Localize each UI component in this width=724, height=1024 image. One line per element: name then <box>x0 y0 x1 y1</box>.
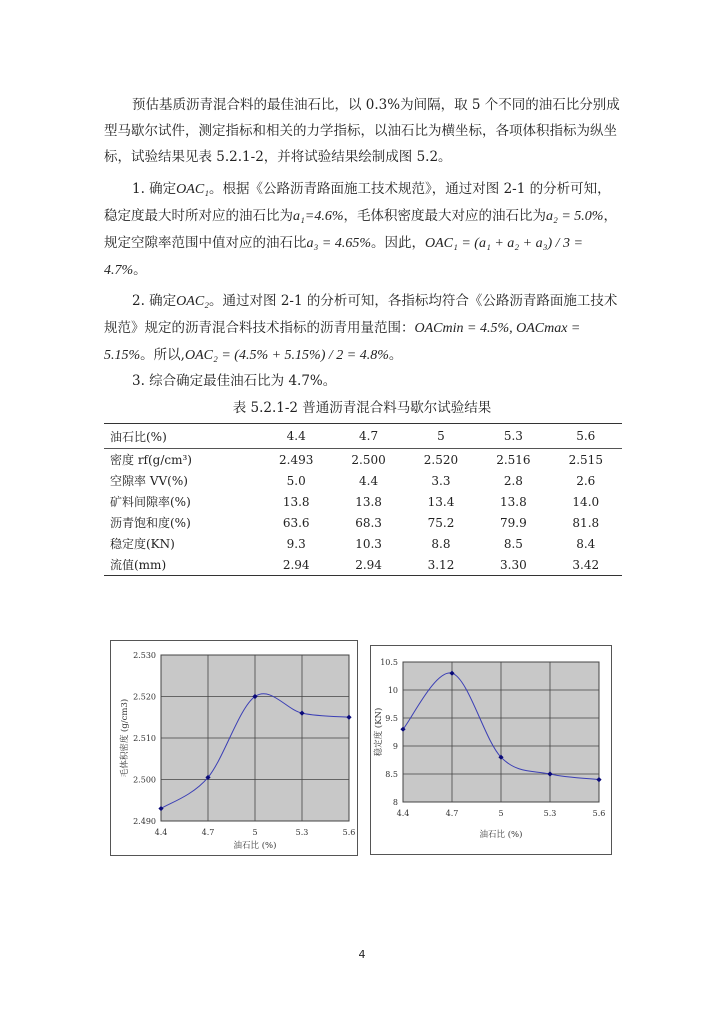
table-cell: 9.3 <box>286 536 306 551</box>
table-cell: 2.493 <box>279 452 314 467</box>
oac1-text-c: ，毛体积密度最大对应的油石比为 <box>343 208 546 224</box>
oac1-formula: OAC₁ = (a₁ + a₂ + a₃) / 3 = 4.7% <box>104 236 583 278</box>
table-cell: 79.9 <box>500 515 527 530</box>
table-cell: 8.5 <box>503 536 523 551</box>
oac2-symbol: OAC₂ <box>176 294 210 309</box>
table-cell: 13.4 <box>427 494 455 509</box>
x-tick-label: 5.3 <box>295 828 309 837</box>
table-cell: 3.42 <box>572 557 600 572</box>
x-tick-label: 5.6 <box>592 809 606 818</box>
table-cell: 3.12 <box>427 557 455 572</box>
table-cell: 2.500 <box>351 452 386 467</box>
y-tick-label: 9.5 <box>385 714 398 723</box>
table-header-cell: 5.6 <box>550 424 622 449</box>
a1-value: a₁=4.6% <box>293 209 344 224</box>
oac1-text-b: 。根据《公路沥青路面施工技术规范》，通过对图 2-1 的分析可知，稳定度最大时所对应的油石比为 <box>104 181 611 224</box>
oac-range-formula: OACmin = 4.5%, OACmax = 5.15% <box>104 321 581 363</box>
x-tick-label: 5.6 <box>342 828 356 837</box>
stability-chart <box>371 646 611 854</box>
table-cell: 沥青饱和度(%) <box>110 516 191 530</box>
oac2-text-c: 。所以, <box>140 347 185 363</box>
x-axis-label: 油石比 (%) <box>479 830 523 840</box>
x-axis-label: 油石比 (%) <box>233 841 277 851</box>
table-cell: 2.6 <box>576 473 596 488</box>
table-cell: 空隙率 VV(%) <box>110 474 188 488</box>
conclusion-text: 3. 综合确定最佳油石比为 4.7%。 <box>132 373 337 389</box>
table-cell: 3.3 <box>431 473 451 488</box>
y-tick-label: 9 <box>392 742 398 751</box>
stability-chart-frame <box>370 645 612 855</box>
table-header-cell: 5.3 <box>477 424 549 449</box>
a3-value: a₃ = 4.65% <box>306 236 371 251</box>
table-caption: 表 5.2.1-2 普通沥青混合料马歇尔试验结果 <box>232 400 492 416</box>
table-cell: 8.8 <box>431 536 451 551</box>
oac1-text-d: ，规定空隙率范围中值对应的油石比 <box>104 208 617 251</box>
table-row <box>104 554 622 576</box>
table-header-cell: 油石比(%) <box>104 424 260 449</box>
x-tick-label: 5.3 <box>543 809 557 818</box>
table-header-cell: 4.4 <box>260 424 332 449</box>
table-header-cell: 5 <box>405 424 477 449</box>
oac1-lead: 1. 确定 <box>132 181 177 197</box>
y-tick-label: 2.500 <box>133 775 156 785</box>
table-cell: 63.6 <box>282 515 310 530</box>
table-cell: 10.3 <box>355 536 382 551</box>
paragraph-intro-text: 预估基质沥青混合料的最佳油石比，以 0.3%为间隔，取 5 个不同的油石比分别成型马歇尔试件，测定指标和相关的力学指标，以油石比为横坐标，各项体积指标为纵坐标，试验结果见表 5.2.1-2，并将试验结果绘制成图 5.2。 <box>104 97 620 165</box>
table-cell: 4.4 <box>359 473 379 488</box>
table-cell: 稳定度(KN) <box>110 537 175 551</box>
x-tick-label: 5 <box>498 809 504 818</box>
oac2-text-b: 。通过对图 2-1 的分析可知，各指标均符合《公路沥青路面施工技术规范》规定的沥青混合料技术指标的沥青用量范围： <box>104 293 618 336</box>
y-axis-label: 稳定度 (KN) <box>374 707 384 757</box>
table-cell: 密度 rf(g/cm³) <box>110 453 192 467</box>
y-tick-label: 2.490 <box>133 817 156 826</box>
oac2-text-d: 。 <box>388 347 403 363</box>
y-axis-label: 毛体积密度 (g/cm3) <box>120 698 130 778</box>
table-cell: 13.8 <box>500 494 527 509</box>
table-header-row <box>104 424 622 449</box>
table-cell: 2.520 <box>423 452 459 467</box>
y-tick-label: 10 <box>387 686 398 695</box>
table-cell: 矿料间隙率(%) <box>110 495 191 509</box>
page-number: 4 <box>358 948 366 961</box>
paragraph-oac2 <box>104 288 622 369</box>
y-tick-label: 2.510 <box>133 734 156 743</box>
table-cell: 68.3 <box>355 515 382 530</box>
table-row <box>104 491 622 512</box>
x-tick-label: 4.7 <box>445 809 459 818</box>
table-row <box>104 533 622 554</box>
table-cell: 81.8 <box>572 515 600 530</box>
density-chart <box>111 641 357 855</box>
x-tick-label: 4.4 <box>396 809 410 818</box>
x-tick-label: 4.4 <box>154 828 168 837</box>
table-row <box>104 512 622 533</box>
table-cell: 5.0 <box>286 473 306 488</box>
table-cell: 14.0 <box>572 494 600 509</box>
table-cell: 8.4 <box>576 536 596 551</box>
oac1-text-f: 。 <box>133 262 147 278</box>
x-tick-label: 5 <box>252 828 258 837</box>
y-tick-label: 2.520 <box>133 692 156 702</box>
table-cell: 75.2 <box>427 515 455 530</box>
table-cell: 2.515 <box>568 452 603 467</box>
oac2-formula: OAC₂ = (4.5% + 5.15%) / 2 = 4.8% <box>184 348 389 363</box>
table-cell: 2.94 <box>355 557 382 572</box>
table-cell: 2.516 <box>496 452 531 467</box>
table-cell: 2.94 <box>282 557 310 572</box>
table-header-cell: 4.7 <box>332 424 404 449</box>
a2-value: a₂ = 5.0% <box>545 209 604 224</box>
y-tick-label: 10.5 <box>380 658 398 667</box>
x-tick-label: 4.7 <box>201 828 215 837</box>
paragraph-oac1 <box>104 176 622 284</box>
y-tick-label: 8 <box>392 798 398 807</box>
table-row <box>104 449 622 471</box>
table-cell: 3.30 <box>500 557 527 572</box>
table-cell: 流值(mm) <box>110 558 167 572</box>
table-cell: 13.8 <box>355 494 382 509</box>
paragraph-intro <box>104 92 622 170</box>
table-cell: 2.8 <box>503 473 523 488</box>
y-tick-label: 2.530 <box>133 651 156 660</box>
density-chart-frame <box>110 640 358 856</box>
table-cell: 13.8 <box>282 494 310 509</box>
oac2-lead: 2. 确定 <box>132 293 177 309</box>
table-row <box>104 470 622 491</box>
oac1-text-e: 。因此， <box>370 235 425 251</box>
marshall-results-table <box>104 423 622 576</box>
oac1-symbol: OAC₁ <box>176 182 210 197</box>
paragraph-conclusion <box>104 368 622 394</box>
y-tick-label: 8.5 <box>385 770 398 779</box>
